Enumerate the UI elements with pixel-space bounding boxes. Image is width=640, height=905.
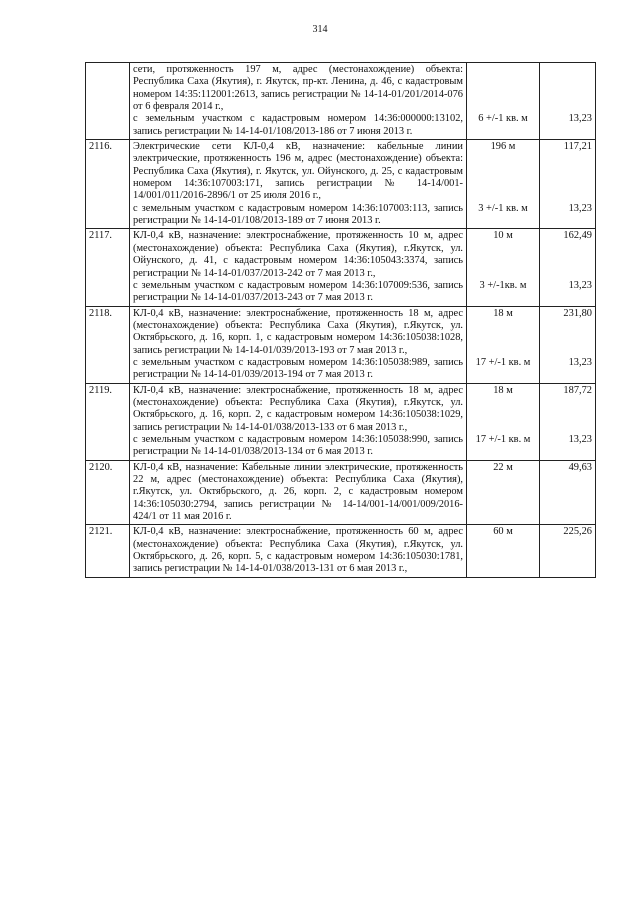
- cost-cell: [540, 306, 596, 383]
- object-description: КЛ-0,4 кВ, назначение: Кабельные линии электрические, протяженность 22 м, адрес (местонахождение) объекта: Республика Саха (Якутия), г.Якутск, ул. Октябрьского, д. 26, корп. 2, с кадастровым номером 14:36:105030:2794, запись регистрации № 14-14/001-14/001/009/2016-424/1 от 11 мая 2016 г.: [133, 461, 463, 523]
- object-description: КЛ-0,4 кВ, назначение: электроснабжение, протяженность 60 м, адрес (местонахождение) объекта: Республика Саха (Якутия), г.Якутск, ул. Октябрьского, д. 26, корп. 5, с кадастровым номером 14:36:105030:1781, запись регистрации № 14-14-01/038/2013-131 от 6 мая 2013 г.,: [133, 526, 463, 575]
- object-description-cell: [130, 525, 467, 577]
- registry-body: [86, 63, 596, 578]
- object-description-cell: [130, 63, 467, 140]
- cost-cell: [540, 140, 596, 229]
- row-number: 2121.: [86, 525, 130, 577]
- table-row: [86, 306, 596, 383]
- land-plot-area: 3 +/-1 кв. м: [478, 203, 528, 215]
- cost-cell: [540, 63, 596, 140]
- land-plot-description: с земельным участком с кадастровым номером 14:36:107003:113, запись регистрации № 14-14-01/108/2013-189 от 7 июня 2013 г.: [133, 202, 463, 227]
- table-row: [86, 63, 596, 140]
- object-description-cell: [130, 140, 467, 229]
- area-cell: [467, 140, 540, 229]
- object-description: КЛ-0,4 кВ, назначение: электроснабжение, протяженность 10 м, адрес (местонахождение) объекта: Республика Саха (Якутия), г.Якутск, ул. Ойунского, д. 41, с кадастровым номером 14:36:105043:3374, запись регистрации № 14-14-01/037/2013-242 от 7 мая 2013 г.,: [133, 230, 463, 279]
- row-number: [86, 63, 130, 140]
- table-row: [86, 525, 596, 577]
- object-length: 18 м: [493, 307, 513, 319]
- land-plot-cost: 13,23: [568, 203, 592, 215]
- cost-cell: [540, 525, 596, 577]
- row-number: 2119.: [86, 383, 130, 460]
- land-plot-description: с земельным участком с кадастровым номером 14:36:105038:989, запись регистрации № 14-14-01/039/2013-194 от 7 мая 2013 г.: [133, 356, 463, 381]
- object-description-cell: [130, 229, 467, 306]
- table-row: [86, 140, 596, 229]
- object-cost: 231,80: [563, 307, 592, 319]
- row-number: 2118.: [86, 306, 130, 383]
- table-row: [86, 229, 596, 306]
- land-plot-description: с земельным участком с кадастровым номером 14:36:105038:990, запись регистрации № 14-14-01/038/2013-134 от 6 мая 2013 г.: [133, 433, 463, 458]
- area-cell: [467, 460, 540, 525]
- land-plot-area: 17 +/-1 кв. м: [475, 356, 531, 368]
- land-plot-description: с земельным участком с кадастровым номером 14:36:000000:13102, запись регистрации № 14-14-01/108/2013-186 от 7 июня 2013 г.: [133, 113, 463, 137]
- object-description: Электрические сети КЛ-0,4 кВ, назначение: кабельные линии электрические, протяженность 196 м, адрес (местонахождение) объекта: Республика Саха (Якутия), г. Якутск, ул. Ойунского, д. 25, с кадастровым номером 14:36:107003:171, запись регистрации № 14-14/001-14/001/011/2016-2896/1 от 25 июля 2016 г.,: [133, 141, 463, 202]
- area-cell: [467, 63, 540, 140]
- land-plot-cost: 13,23: [568, 113, 592, 124]
- object-length: 22 м: [493, 461, 513, 473]
- table-row: [86, 383, 596, 460]
- object-description-cell: [130, 383, 467, 460]
- land-plot-area: 17 +/-1 кв. м: [475, 433, 531, 445]
- object-description: сети, протяженность 197 м, адрес (местонахождение) объекта: Республика Саха (Якутия), г. Якутск, пр-кт. Ленина, д. 46, с кадастровым номером 14:35:112001:2613, запись регистрации № 14-14-01/201/2014-076 от 6 февраля 2014 г.,: [133, 64, 463, 113]
- area-cell: [467, 383, 540, 460]
- page-number: 314: [312, 24, 328, 35]
- object-description-cell: [130, 306, 467, 383]
- cost-cell: [540, 229, 596, 306]
- object-length: 10 м: [493, 230, 513, 242]
- row-number: 2117.: [86, 229, 130, 306]
- cost-cell: [540, 383, 596, 460]
- object-cost: 225,26: [563, 526, 592, 538]
- row-number: 2116.: [86, 140, 130, 229]
- cost-cell: [540, 460, 596, 525]
- land-plot-cost: 13,23: [568, 279, 592, 291]
- row-number: 2120.: [86, 460, 130, 525]
- object-cost: 162,49: [563, 230, 592, 242]
- object-description: КЛ-0,4 кВ, назначение: электроснабжение, протяженность 18 м, адрес (местонахождение) объекта: Республика Саха (Якутия), г.Якутск, ул. Октябрьского, д. 16, корп. 1, с кадастровым номером 14:36:105038:1028, запись регистрации № 14-14-01/039/2013-193 от 7 мая 2013 г.,: [133, 307, 463, 356]
- table-row: [86, 460, 596, 525]
- object-description-cell: [130, 460, 467, 525]
- object-length: 60 м: [493, 526, 513, 538]
- land-plot-cost: 13,23: [568, 356, 592, 368]
- object-cost: 187,72: [563, 384, 592, 396]
- land-plot-description: с земельным участком с кадастровым номером 14:36:107009:536, запись регистрации № 14-14-01/037/2013-243 от 7 мая 2013 г.: [133, 279, 463, 304]
- land-plot-area: 3 +/-1кв. м: [479, 279, 527, 291]
- property-registry-table: [85, 62, 596, 578]
- object-length: 18 м: [493, 384, 513, 396]
- area-cell: [467, 306, 540, 383]
- object-cost: 49,63: [568, 461, 592, 473]
- land-plot-cost: 13,23: [568, 433, 592, 445]
- object-length: 196 м: [490, 141, 516, 153]
- area-cell: [467, 229, 540, 306]
- land-plot-area: 6 +/-1 кв. м: [478, 113, 528, 124]
- object-description: КЛ-0,4 кВ, назначение: электроснабжение, протяженность 18 м, адрес (местонахождение) объекта: Республика Саха (Якутия), г.Якутск, ул. Октябрьского, д. 16, корп. 2, с кадастровым номером 14:36:105038:1029, запись регистрации № 14-14-01/038/2013-133 от 6 мая 2013 г.,: [133, 384, 463, 433]
- object-cost: 117,21: [563, 141, 592, 153]
- area-cell: [467, 525, 540, 577]
